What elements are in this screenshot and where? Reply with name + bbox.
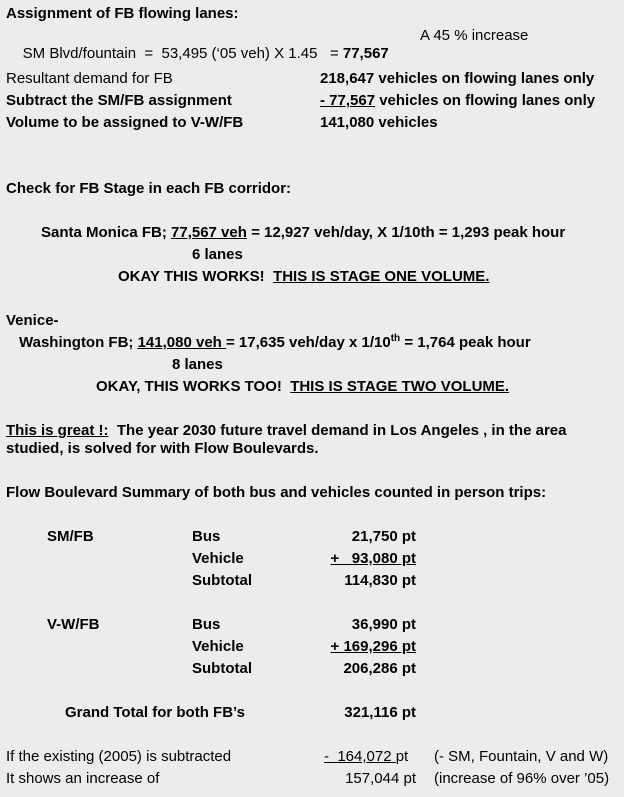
grand-total-label: Grand Total for both FB’s	[65, 704, 245, 721]
existing-label: If the existing (2005) is subtracted	[6, 748, 232, 765]
vwfb-vehicle-amount: + 169,296 pt	[330, 638, 416, 655]
vw-fb-sup: th	[390, 333, 401, 344]
demand-label-volume: Volume to be assigned to V-W/FB	[6, 114, 244, 131]
sm-fb-denominator: 6 lanes	[192, 246, 243, 263]
existing-value	[324, 748, 408, 766]
smfb-bus-label: Bus	[192, 528, 221, 545]
sm-fb-numerator: 77,567 veh	[171, 224, 247, 241]
assignment-increase: A 45 % increase	[420, 27, 529, 44]
vwfb-vehicle-label: Vehicle	[192, 638, 244, 655]
vwfb-subtotal-value: 206,286 pt	[343, 660, 416, 677]
vw-fb-stage: THIS IS STAGE TWO VOLUME.	[290, 378, 510, 395]
vw-fb-prefix: Washington FB;	[19, 334, 138, 351]
vwfb-subtotal-label: Subtotal	[192, 660, 252, 677]
vw-fb-mid: = 17,635 veh/day x 1/10	[226, 334, 391, 351]
vwfb-bus-value: 36,990 pt	[351, 616, 416, 633]
sm-fb-stage: THIS IS STAGE ONE VOLUME.	[273, 268, 490, 285]
demand-label-resultant: Resultant demand for FB	[6, 70, 173, 87]
existing-unit: pt	[395, 748, 409, 765]
smfb-vehicle-value	[331, 550, 416, 568]
vwfb-vehicle-value	[331, 638, 416, 656]
demand-value-volume: 141,080 vehicles	[320, 114, 438, 131]
vw-fb-ok-text: OKAY, THIS WORKS TOO!	[96, 378, 291, 395]
great-line2: studied, is solved for with Flow Boulevards.	[6, 440, 319, 457]
sm-fb-line	[41, 224, 565, 242]
great-line1	[6, 422, 566, 440]
vw-fb-denominator: 8 lanes	[172, 356, 223, 373]
sm-fb-result: = 12,927 veh/day, X 1/10th = 1,293 peak hour	[246, 224, 566, 241]
smfb-vehicle-amount: + 93,080 pt	[330, 550, 416, 567]
check-heading: Check for FB Stage in each FB corridor:	[6, 180, 292, 197]
sm-fb-ok-text: OKAY THIS WORKS!	[118, 268, 274, 285]
vw-fb-line	[19, 334, 531, 352]
great-lead: This is great !:	[6, 422, 109, 439]
demand-subtract-text: vehicles on flowing lanes only	[375, 92, 596, 109]
vwfb-bus-label: Bus	[192, 616, 221, 633]
sm-fb-ok	[118, 268, 489, 286]
smfb-vehicle-label: Vehicle	[192, 550, 244, 567]
summary-group-smfb: SM/FB	[47, 528, 94, 545]
sm-fb-prefix: Santa Monica FB;	[41, 224, 172, 241]
vw-fb-numerator: 141,080 veh	[137, 334, 226, 351]
vw-fb-result: = 1,764 peak hour	[400, 334, 531, 351]
existing-note: (- SM, Fountain, V and W)	[434, 748, 609, 765]
vw-fb-line1: Venice-	[6, 312, 59, 329]
demand-label-subtract: Subtract the SM/FB assignment	[6, 92, 232, 109]
demand-value-resultant: 218,647 vehicles on flowing lanes only	[320, 70, 595, 87]
smfb-subtotal-value: 114,830 pt	[344, 572, 416, 589]
assignment-result: 77,567	[342, 45, 389, 62]
demand-subtract-amount: - 77,567	[320, 92, 376, 109]
smfb-bus-value: 21,750 pt	[351, 528, 416, 545]
vw-fb-ok	[96, 378, 509, 396]
assignment-heading: Assignment of FB flowing lanes:	[6, 5, 239, 22]
grand-total-value: 321,116 pt	[344, 704, 416, 721]
demand-value-subtract	[320, 92, 595, 110]
increase-note: (increase of 96% over ’05)	[434, 770, 610, 787]
great-text1: The year 2030 future travel demand in Los Angeles , in the area	[108, 422, 567, 439]
smfb-subtotal-label: Subtotal	[192, 572, 252, 589]
increase-value: 157,044 pt	[345, 770, 416, 787]
increase-label: It shows an increase of	[6, 770, 160, 787]
summary-heading: Flow Boulevard Summary of both bus and vehicles counted in person trips:	[6, 484, 547, 501]
existing-amount: - 164,072	[324, 748, 396, 765]
assignment-formula-text: SM Blvd/fountain = 53,495 (‘05 veh) X 1.45 =	[22, 45, 343, 62]
summary-group-vwfb: V-W/FB	[47, 616, 100, 633]
